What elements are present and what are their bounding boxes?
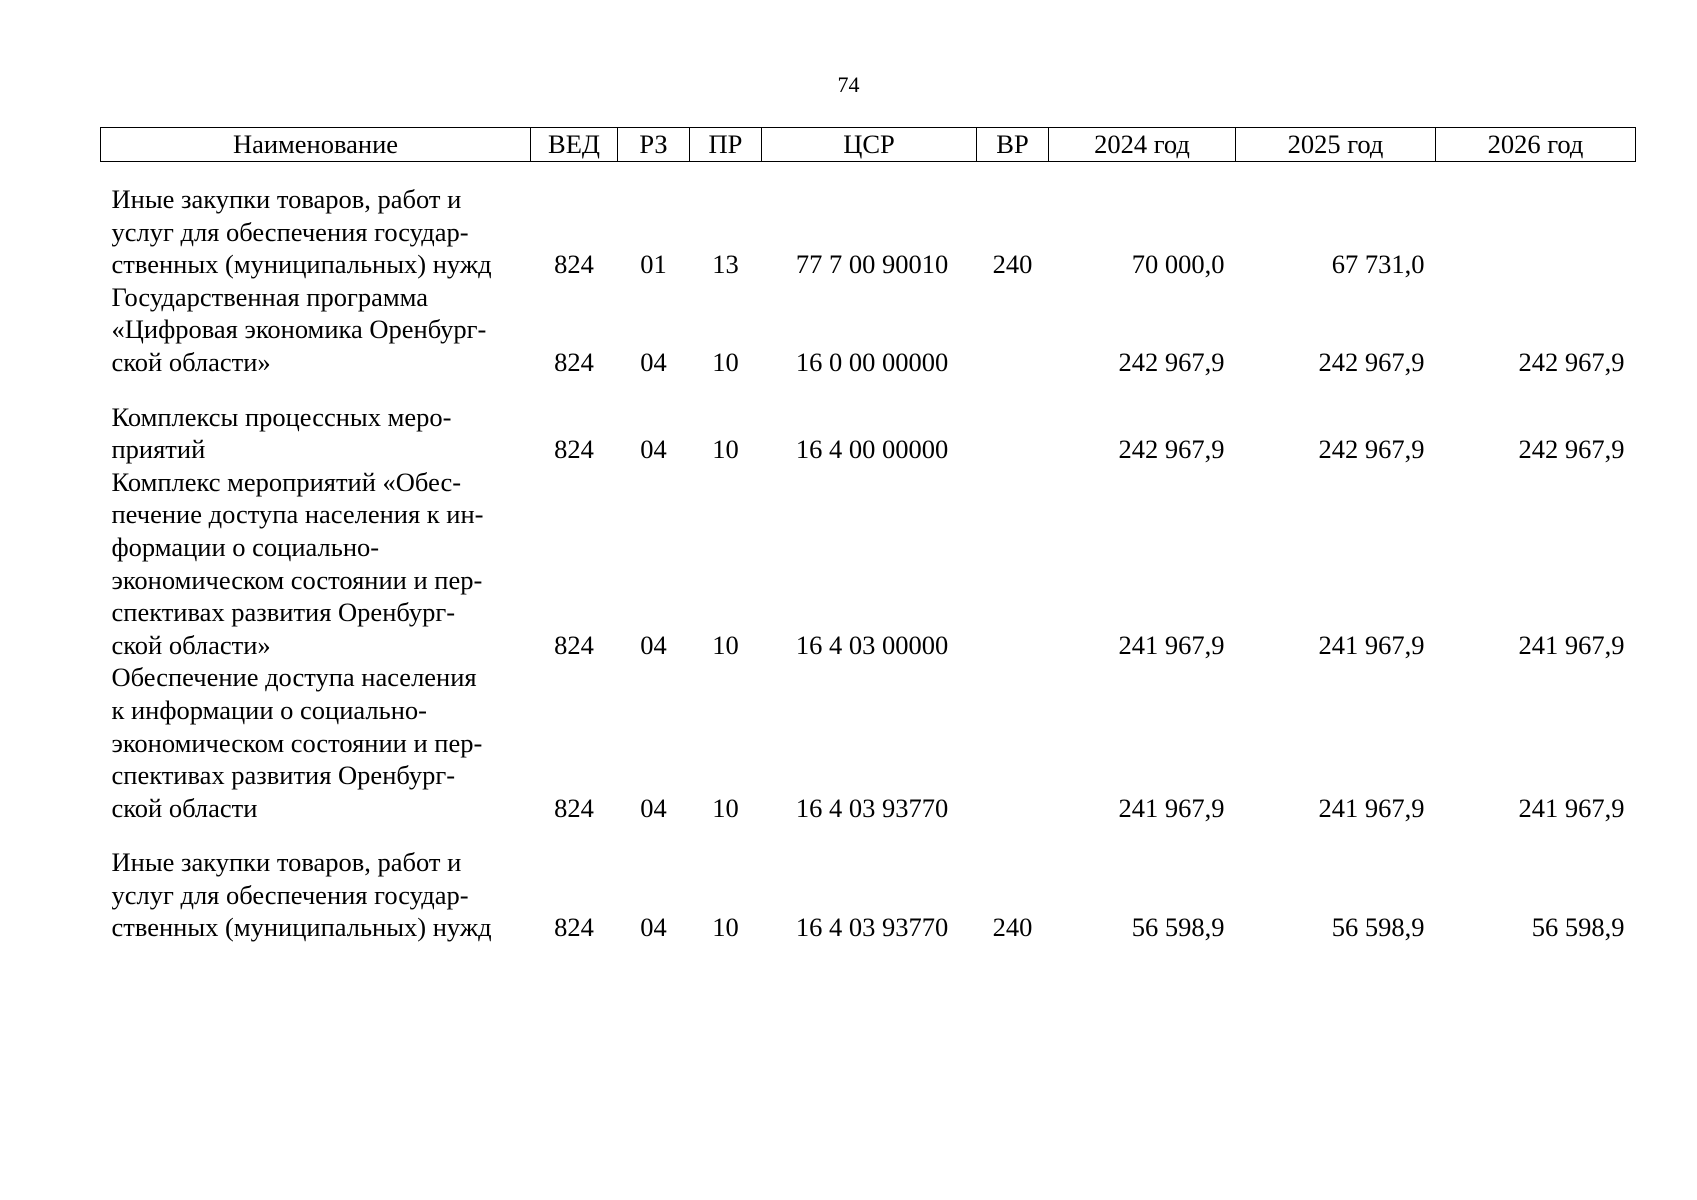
row-rz: 01	[640, 249, 667, 280]
row-2024: 70 000,0	[1131, 249, 1225, 280]
row-name	[101, 162, 531, 281]
row-2025: 242 967,9	[1318, 434, 1425, 465]
row-csr: 16 4 03 93770	[795, 792, 949, 823]
row-csr: 16 4 03 93770	[795, 912, 949, 943]
row-ved: 824	[554, 912, 594, 943]
row-name-line: Иные закупки товаров, работ и	[111, 847, 462, 878]
row-2025: 56 598,9	[1331, 912, 1425, 943]
row-ved: 824	[554, 792, 594, 823]
row-vr: 240	[992, 249, 1033, 280]
row-rz: 04	[640, 629, 667, 660]
row-name	[101, 661, 531, 824]
row-rz: 04	[640, 912, 667, 943]
row-rz: 04	[640, 346, 667, 377]
row-pr: 13	[712, 249, 739, 280]
row-csr: 16 0 00 00000	[795, 346, 949, 377]
table-row	[101, 466, 1636, 662]
row-name	[101, 281, 531, 379]
row-vr: 240	[992, 912, 1033, 943]
row-name-line: Государственная программа	[111, 281, 428, 312]
header-rz: РЗ	[618, 128, 690, 162]
row-name-line: Комплексы процессных меро-	[111, 401, 452, 432]
row-pr: 10	[712, 792, 739, 823]
row-name-line: услуг для обеспечения государ-	[111, 216, 469, 247]
row-vr	[977, 466, 1049, 662]
table-row	[101, 162, 1636, 281]
row-rz: 04	[640, 792, 667, 823]
row-name-line: Комплекс мероприятий «Обес-	[111, 466, 462, 497]
row-2025: 67 731,0	[1331, 249, 1425, 280]
row-name-line: Иные закупки товаров, работ и	[111, 184, 462, 214]
table-row	[101, 661, 1636, 824]
header-ved: ВЕД	[531, 128, 618, 162]
row-name-line: «Цифровая экономика Оренбург-	[111, 314, 487, 345]
header-2026: 2026 год	[1436, 128, 1636, 162]
row-ved: 824	[554, 249, 594, 280]
row-name-line: формации о социально-	[111, 531, 380, 562]
header-csr: ЦСР	[762, 128, 977, 162]
row-name-line: печение доступа населения к ин-	[111, 499, 484, 530]
row-csr: 16 4 03 00000	[795, 629, 949, 660]
header-name: Наименование	[101, 128, 531, 162]
header-2024: 2024 год	[1049, 128, 1236, 162]
row-2024: 242 967,9	[1118, 346, 1225, 377]
row-2026: 242 967,9	[1518, 434, 1625, 465]
row-2024: 56 598,9	[1131, 912, 1225, 943]
row-vr	[977, 379, 1049, 466]
budget-table	[100, 127, 1636, 944]
row-name-line: спективах развития Оренбург-	[111, 597, 456, 628]
header-2025: 2025 год	[1236, 128, 1436, 162]
row-2026: 241 967,9	[1518, 629, 1625, 660]
row-ved: 824	[554, 434, 594, 465]
row-pr: 10	[712, 346, 739, 377]
row-pr: 10	[712, 434, 739, 465]
row-2024: 241 967,9	[1118, 792, 1225, 823]
row-name-line: экономическом состоянии и пер-	[111, 727, 483, 758]
row-pr: 10	[712, 629, 739, 660]
table-row	[101, 824, 1636, 944]
table-row	[101, 281, 1636, 379]
row-ved: 824	[554, 629, 594, 660]
row-name-line: ственных (муниципальных) нужд	[111, 249, 492, 280]
table-header	[101, 128, 1636, 162]
row-name-line: экономическом состоянии и пер-	[111, 564, 483, 595]
row-name-line: ственных (муниципальных) нужд	[111, 912, 492, 943]
row-name-line: ской области»	[111, 346, 271, 377]
row-2024: 242 967,9	[1118, 434, 1225, 465]
row-name-line: к информации о социально-	[111, 694, 427, 725]
header-vr: ВР	[977, 128, 1049, 162]
row-name-line: приятий	[111, 434, 206, 465]
row-name-line: спективах развития Оренбург-	[111, 760, 456, 791]
row-name-line: ской области	[111, 792, 258, 823]
row-name	[101, 466, 531, 662]
row-2025: 241 967,9	[1318, 792, 1425, 823]
row-2026	[1436, 162, 1636, 281]
row-name-line: услуг для обеспечения государ-	[111, 879, 469, 910]
row-rz: 04	[640, 434, 667, 465]
row-2026: 241 967,9	[1518, 792, 1625, 823]
row-csr: 16 4 00 00000	[795, 434, 949, 465]
row-vr	[977, 281, 1049, 379]
row-2024: 241 967,9	[1118, 629, 1225, 660]
row-ved: 824	[554, 346, 594, 377]
row-vr	[977, 661, 1049, 824]
row-csr: 77 7 00 90010	[795, 249, 949, 280]
page-number: 74	[837, 72, 860, 97]
row-2025: 242 967,9	[1318, 346, 1425, 377]
row-name-line: ской области»	[111, 629, 271, 660]
row-name	[101, 824, 531, 944]
table-row	[101, 379, 1636, 466]
row-name-line: Обеспечение доступа населения	[111, 662, 477, 693]
header-pr: ПР	[690, 128, 762, 162]
row-pr: 10	[712, 912, 739, 943]
row-name	[101, 379, 531, 466]
table-body	[101, 162, 1636, 945]
row-2025: 241 967,9	[1318, 629, 1425, 660]
row-2026: 242 967,9	[1518, 346, 1625, 377]
header-row	[101, 128, 1636, 162]
row-2026: 56 598,9	[1531, 912, 1625, 943]
